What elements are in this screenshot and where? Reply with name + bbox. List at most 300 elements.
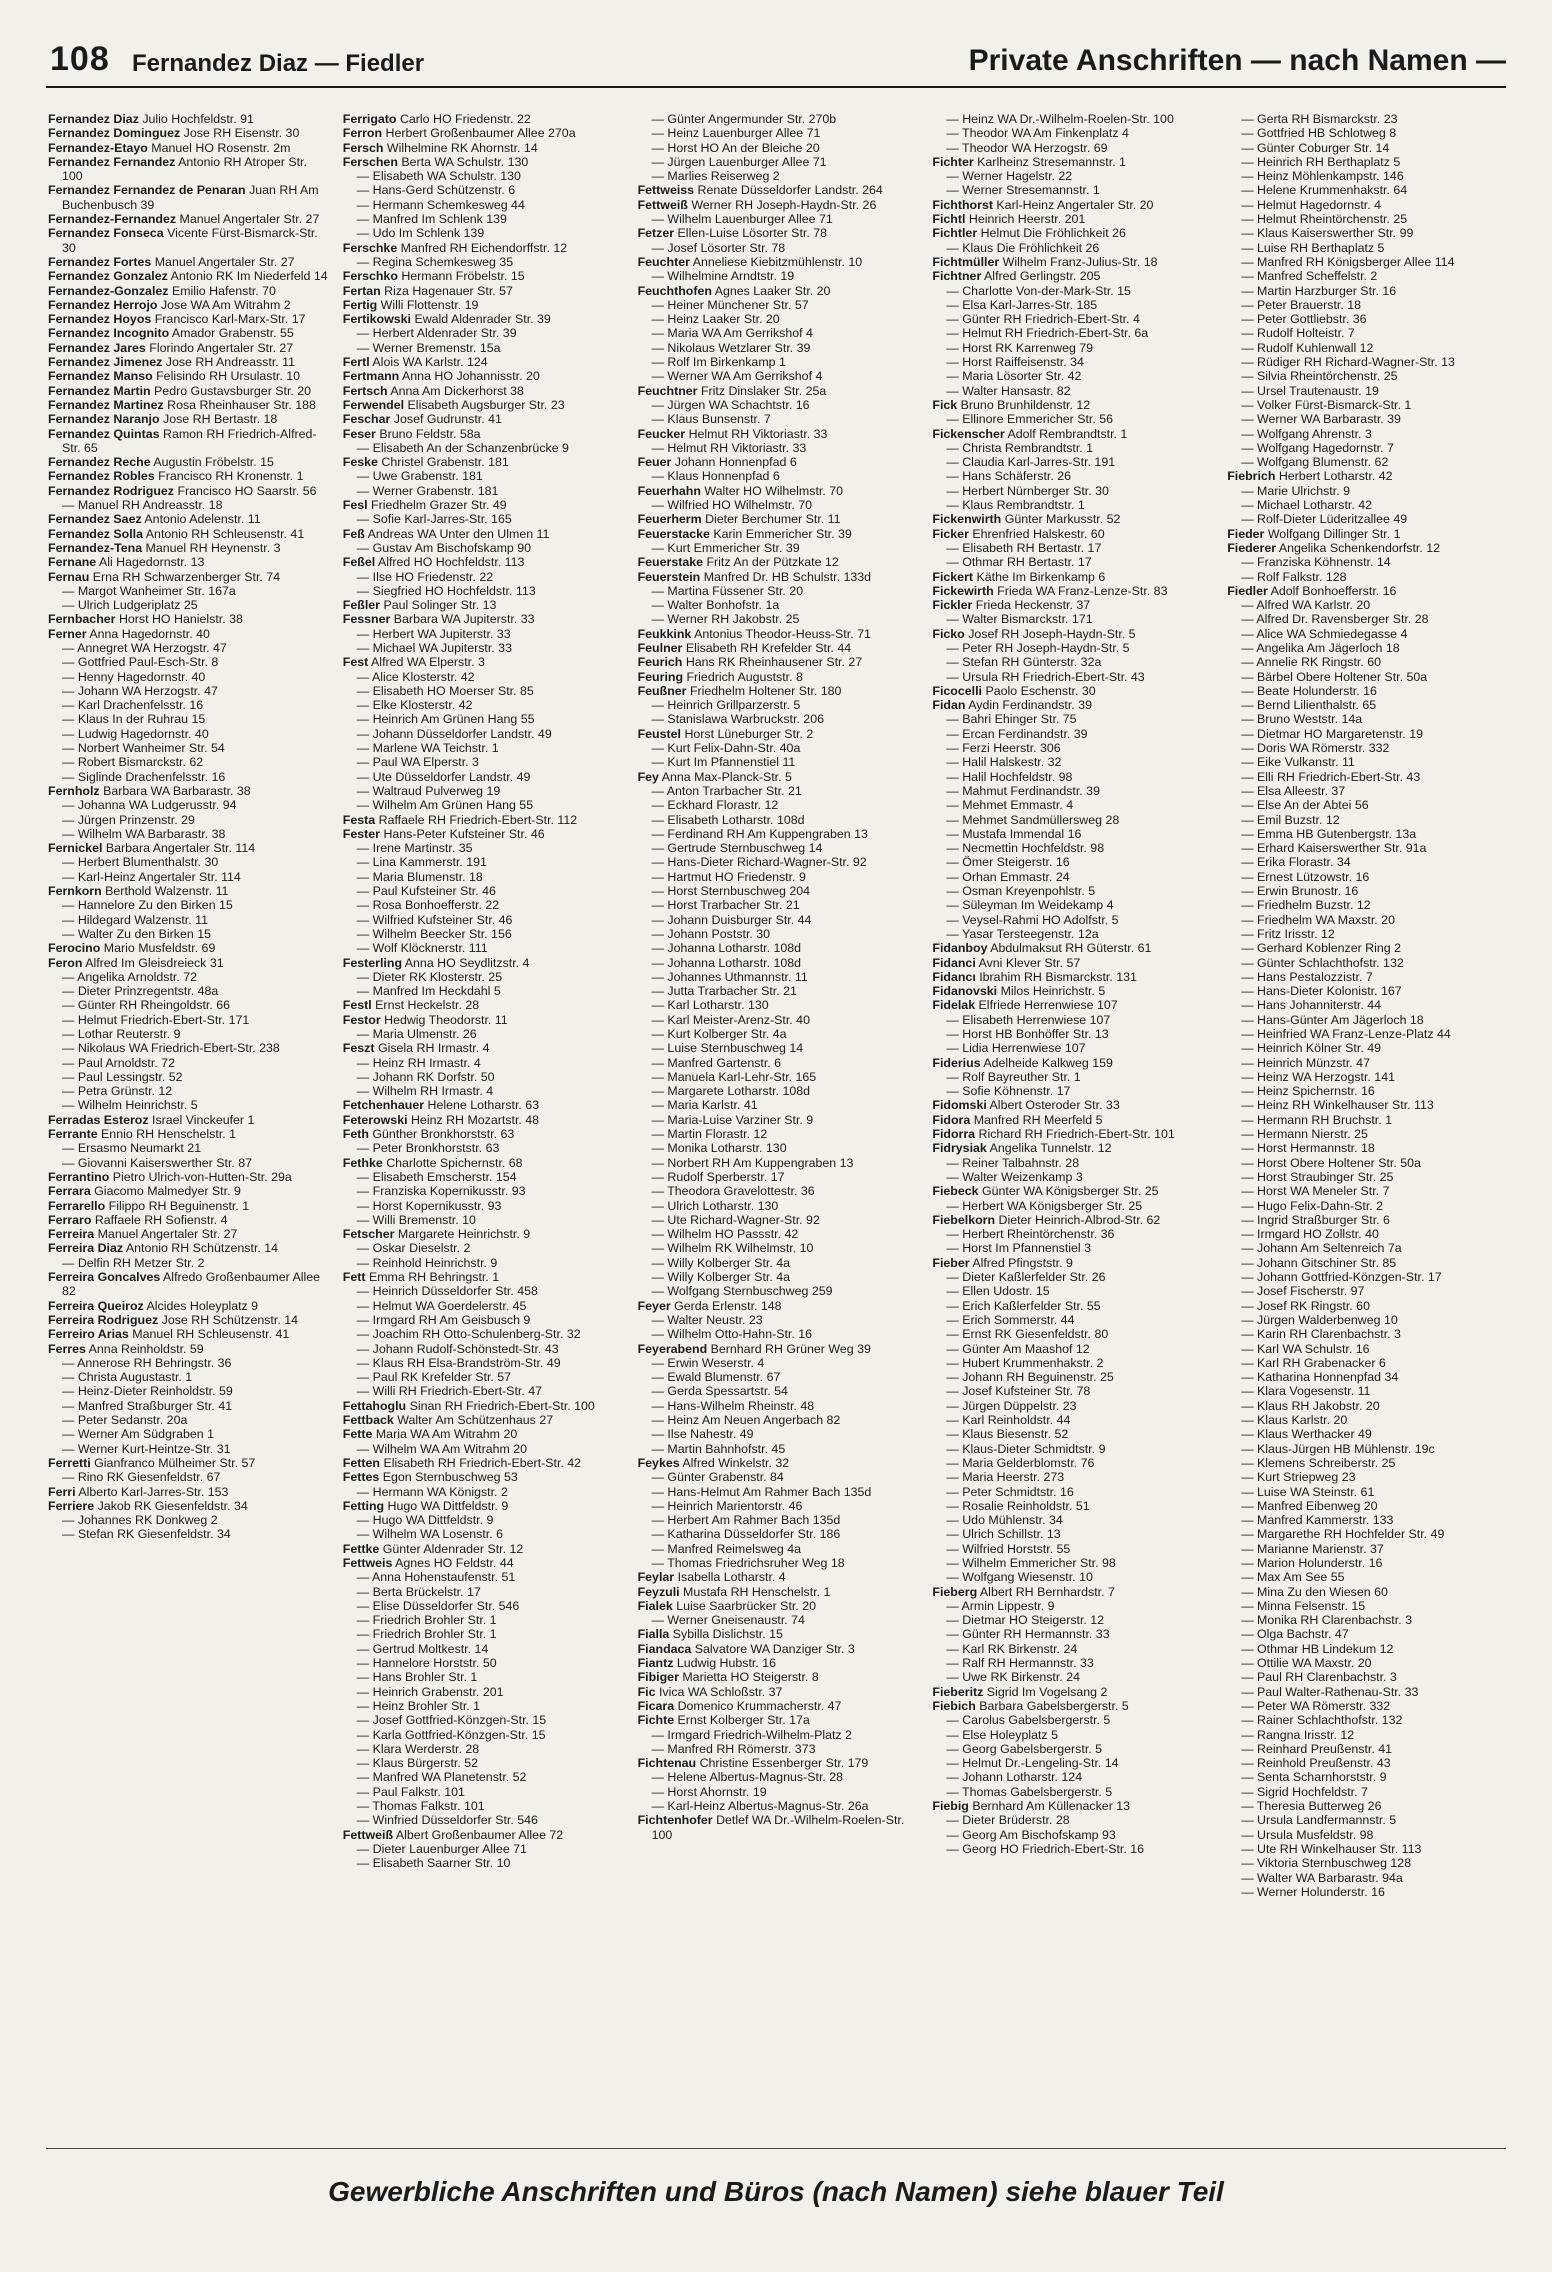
- directory-entry: [343, 398, 624, 412]
- entry-details: — Heinrich Münzstr. 47: [1241, 1055, 1370, 1070]
- directory-entry: [638, 1084, 919, 1098]
- entry-details: — Ute RH Winkelhauser Str. 113: [1241, 1841, 1422, 1856]
- directory-entry: [932, 155, 1213, 169]
- entry-details: Heinrich Heerstr. 201: [968, 212, 1086, 227]
- entry-details: Jose RH Andreasstr. 11: [165, 355, 296, 370]
- directory-entry: [343, 784, 624, 798]
- directory-entry: [638, 169, 919, 183]
- directory-entry: [638, 1284, 919, 1298]
- directory-entry: [1227, 183, 1508, 197]
- directory-entry: [1227, 956, 1508, 970]
- entry-details: — Elli RH Friedrich-Ebert-Str. 43: [1241, 769, 1421, 784]
- entry-surname: Fidan: [932, 698, 966, 713]
- entry-details: Fritz An der Pützkate 12: [706, 555, 839, 570]
- entry-details: — Horst WA Meneler Str. 7: [1241, 1184, 1390, 1199]
- directory-entry: [343, 1799, 624, 1813]
- directory-entry: [932, 469, 1213, 483]
- entry-details: Manfred RH Eichendorffstr. 12: [400, 240, 568, 255]
- entry-surname: Fidomski: [932, 1098, 987, 1113]
- entry-details: Paolo Eschenstr. 30: [985, 683, 1096, 698]
- entry-surname: Feuerstein: [637, 569, 701, 584]
- entry-details: Herbert Großenbaumer Allee 270a: [385, 126, 576, 141]
- entry-surname: Fick: [932, 397, 958, 412]
- directory-entry: [932, 598, 1213, 612]
- entry-details: — Katharina Honnenpfad 34: [1241, 1370, 1399, 1385]
- directory-entry: [1227, 1656, 1508, 1670]
- entry-details: — Joachim RH Otto-Schulenberg-Str. 32: [356, 1327, 581, 1342]
- entry-details: — Horst RK Karrenweg 79: [946, 340, 1094, 355]
- directory-entry: [48, 927, 329, 941]
- directory-entry: [343, 984, 624, 998]
- directory-entry: [1227, 1342, 1508, 1356]
- entry-details: Karl-Heinz Angertaler Str. 20: [996, 197, 1154, 212]
- entry-details: — Charlotte Von-der-Mark-Str. 15: [946, 283, 1131, 298]
- entry-surname: Fiebrich: [1227, 469, 1276, 484]
- directory-entry: [343, 1656, 624, 1670]
- entry-details: Hugo WA Dittfeldstr. 9: [387, 1498, 509, 1513]
- entry-details: Manfred RH Meerfeld 5: [973, 1112, 1103, 1127]
- entry-details: — Rudolf Sperberstr. 17: [651, 1169, 785, 1184]
- directory-column-2: [343, 112, 624, 2172]
- entry-details: Manuel Angertaler Str. 27: [179, 212, 320, 227]
- entry-details: — Carolus Gabelsbergerstr. 5: [946, 1713, 1111, 1728]
- directory-entry: [343, 727, 624, 741]
- entry-details: — Eckhard Florastr. 12: [651, 798, 779, 813]
- entry-details: — Mehmet Emmastr. 4: [946, 798, 1074, 813]
- entry-details: — Sigrid Hochfeldstr. 7: [1241, 1784, 1368, 1799]
- entry-details: — Monika RH Clarenbachstr. 3: [1241, 1613, 1412, 1628]
- entry-surname: Fidelak: [932, 998, 976, 1013]
- directory-entry: [343, 770, 624, 784]
- entry-details: — Maria Blumenstr. 18: [356, 869, 483, 884]
- entry-details: — Wilhelm WA Am Witrahm 20: [356, 1441, 528, 1456]
- directory-entry: [932, 1642, 1213, 1656]
- entry-surname: Ferreiro Arias: [48, 1327, 129, 1342]
- directory-entry: [343, 970, 624, 984]
- entry-details: Wilhelmine RK Ahornstr. 14: [386, 140, 538, 155]
- directory-entry: [1227, 1184, 1508, 1198]
- entry-details: — Marion Holunderstr. 16: [1241, 1555, 1383, 1570]
- entry-surname: Fichte: [637, 1713, 675, 1728]
- entry-surname: Fidanci: [932, 955, 976, 970]
- directory-entry: [932, 1813, 1213, 1827]
- directory-entry: [48, 1427, 329, 1441]
- entry-surname: Fetting: [342, 1498, 385, 1513]
- directory-entry: [932, 784, 1213, 798]
- entry-details: — Sofie Köhnenstr. 17: [946, 1084, 1071, 1099]
- entry-details: Salvatore WA Danziger Str. 3: [694, 1641, 855, 1656]
- entry-details: — Kurt Im Pfannenstiel 11: [651, 755, 796, 770]
- directory-entry: [638, 1756, 919, 1770]
- directory-column-3: [638, 112, 919, 2172]
- directory-entry: [932, 770, 1213, 784]
- entry-details: — Süleyman Im Weidekamp 4: [946, 898, 1114, 913]
- entry-details: — Franziska Köhnenstr. 14: [1241, 555, 1391, 570]
- entry-details: — Theresia Butterweg 26: [1241, 1799, 1382, 1814]
- directory-entry: [638, 1470, 919, 1484]
- directory-entry: [1227, 1856, 1508, 1870]
- entry-details: — Paul Arnoldstr. 72: [62, 1055, 175, 1070]
- entry-details: — Ursula Landfermannstr. 5: [1241, 1813, 1397, 1828]
- entry-details: Augustin Fröbelstr. 15: [153, 455, 274, 470]
- entry-surname: Fetten: [342, 1455, 380, 1470]
- directory-entry: [48, 1327, 329, 1341]
- entry-details: — Hans-Gerd Schützenstr. 6: [356, 183, 516, 198]
- directory-entry: [1227, 284, 1508, 298]
- directory-entry: [343, 1013, 624, 1027]
- entry-details: — Josef RK Ringstr. 60: [1241, 1298, 1370, 1313]
- entry-surname: Feurich: [637, 655, 683, 670]
- entry-surname: Ferreira Diaz: [48, 1241, 124, 1256]
- directory-entry: [638, 855, 919, 869]
- entry-details: — Peter Bronkhorststr. 63: [356, 1141, 500, 1156]
- entry-details: Alcides Holeyplatz 9: [146, 1298, 259, 1313]
- directory-entry: [48, 1456, 329, 1470]
- directory-entry: [932, 1442, 1213, 1456]
- directory-entry: [343, 1127, 624, 1141]
- entry-details: Frieda Heckenstr. 37: [975, 598, 1091, 613]
- directory-entry: [932, 1842, 1213, 1856]
- entry-details: Marietta HO Steigerstr. 8: [682, 1670, 819, 1685]
- entry-details: — Manuela Karl-Lehr-Str. 165: [651, 1069, 817, 1084]
- entry-details: — Friedrich Brohler Str. 1: [356, 1627, 497, 1642]
- directory-entry: [1227, 255, 1508, 269]
- entry-surname: Fiederer: [1227, 540, 1277, 555]
- entry-surname: Fernandez Jares: [48, 340, 146, 355]
- directory-entry: [343, 1828, 624, 1842]
- entry-details: Manfred Dr. HB Schulstr. 133d: [703, 569, 872, 584]
- entry-details: Francisco Karl-Marx-Str. 17: [154, 312, 306, 327]
- entry-details: — Erich Sommerstr. 44: [946, 1312, 1075, 1327]
- entry-surname: Feuchthofen: [637, 283, 712, 298]
- entry-details: Antonio Adelenstr. 11: [144, 512, 261, 527]
- entry-details: Emma RH Behringstr. 1: [368, 1270, 500, 1285]
- entry-details: — Alfred Dr. Ravensberger Str. 28: [1241, 612, 1429, 627]
- entry-details: — Bernd Lilienthalstr. 65: [1241, 698, 1377, 713]
- directory-entry: [932, 1627, 1213, 1641]
- directory-entry: [638, 441, 919, 455]
- directory-entry: [48, 326, 329, 340]
- directory-entry: [343, 312, 624, 326]
- directory-entry: [932, 1070, 1213, 1084]
- entry-surname: Fichter: [932, 154, 974, 169]
- directory-entry: [638, 813, 919, 827]
- entry-surname: Fetscher: [342, 1227, 395, 1242]
- directory-entry: [932, 827, 1213, 841]
- entry-surname: Feustel: [637, 726, 681, 741]
- entry-details: Anna Reinholdstr. 59: [88, 1341, 204, 1356]
- entry-details: — Annelie RK Ringstr. 60: [1241, 655, 1381, 670]
- entry-details: Alfred Im Gleisdreieck 31: [85, 955, 224, 970]
- directory-entry: [932, 1670, 1213, 1684]
- directory-entry: [48, 913, 329, 927]
- entry-details: Julio Hochfeldstr. 91: [142, 112, 254, 126]
- directory-entry: [48, 884, 329, 898]
- directory-entry: [48, 455, 329, 469]
- directory-entry: [1227, 1056, 1508, 1070]
- entry-details: — Hans-Dieter Richard-Wagner-Str. 92: [651, 855, 867, 870]
- entry-details: — Bärbel Obere Holtener Str. 50a: [1241, 669, 1428, 684]
- entry-details: — Herbert Am Rahmer Bach 135d: [651, 1513, 841, 1528]
- entry-details: Ibrahim RH Bismarckstr. 131: [979, 969, 1137, 984]
- entry-details: — Paul RH Clarenbachstr. 3: [1241, 1670, 1397, 1685]
- entry-details: — Herbert Rheintörchenstr. 36: [946, 1227, 1115, 1242]
- directory-column-1: [48, 112, 329, 2172]
- directory-entry: [638, 1527, 919, 1541]
- entry-details: — Günter Coburger Str. 14: [1241, 140, 1390, 155]
- entry-details: — Rosalie Reinholdstr. 51: [946, 1498, 1090, 1513]
- entry-details: — Ersasmo Neumarkt 21: [62, 1141, 202, 1156]
- entry-details: — Beate Holunderstr. 16: [1241, 683, 1377, 698]
- entry-details: Israel Vinckeufer 1: [152, 1112, 255, 1127]
- entry-surname: Ferner: [48, 626, 87, 641]
- entry-details: — Christa Augustastr. 1: [62, 1370, 193, 1385]
- entry-details: — Wilhelm Lauenburger Allee 71: [651, 212, 833, 227]
- entry-surname: Festerling: [342, 955, 403, 970]
- entry-details: Antonio RH Atroper Str. 100: [62, 154, 307, 184]
- entry-details: — Gustav Am Bischofskamp 90: [356, 540, 532, 555]
- directory-entry: [48, 1356, 329, 1370]
- directory-entry: [48, 512, 329, 526]
- entry-details: — Willi RH Friedrich-Ebert-Str. 47: [356, 1384, 542, 1399]
- directory-entry: [932, 1284, 1213, 1298]
- entry-details: — Günter RH Friedrich-Ebert-Str. 4: [946, 312, 1140, 327]
- entry-surname: Fernandez Quintas: [48, 426, 160, 441]
- page-name-range: Fernandez Diaz — Fiedler: [132, 50, 425, 77]
- entry-details: — Halil Hochfeldstr. 98: [946, 769, 1073, 784]
- directory-entry: [48, 784, 329, 798]
- entry-details: — Wilhelm HO Passstr. 42: [651, 1227, 799, 1242]
- entry-details: — Olga Bachstr. 47: [1241, 1627, 1349, 1642]
- entry-details: — Paul Kufsteiner Str. 46: [356, 884, 496, 899]
- entry-details: — Marie Ulrichstr. 9: [1241, 483, 1350, 498]
- entry-surname: Festa: [342, 812, 376, 827]
- entry-details: — Necmettin Hochfeldstr. 98: [946, 841, 1105, 856]
- entry-details: Avni Klever Str. 57: [978, 955, 1081, 970]
- directory-entry: [1227, 1442, 1508, 1456]
- directory-entry: [638, 312, 919, 326]
- directory-entry: [932, 455, 1213, 469]
- entry-details: — Manfred Reimelsweg 4a: [651, 1541, 802, 1556]
- entry-details: — Peter Brauerstr. 18: [1241, 297, 1362, 312]
- directory-entry: [48, 1170, 329, 1184]
- entry-surname: Feukkink: [637, 626, 692, 641]
- entry-surname: Fernholz: [48, 783, 100, 798]
- directory-entry: [1227, 1070, 1508, 1084]
- entry-details: — Dieter Brüderstr. 28: [946, 1813, 1070, 1828]
- entry-details: Bernhard Am Küllenacker 13: [972, 1799, 1131, 1814]
- directory-entry: [932, 612, 1213, 626]
- directory-entry: [638, 1170, 919, 1184]
- entry-details: — Elisabeth Herrenwiese 107: [946, 1012, 1111, 1027]
- entry-details: Luise Saarbrücker Str. 20: [676, 1598, 816, 1613]
- directory-entry: [932, 798, 1213, 812]
- entry-details: — Regina Schemkesweg 35: [356, 254, 514, 269]
- entry-details: — Robert Bismarckstr. 62: [62, 755, 204, 770]
- entry-surname: Fickert: [932, 569, 974, 584]
- entry-details: Felisindo RH Ursulastr. 10: [156, 369, 301, 384]
- directory-entry: [1227, 641, 1508, 655]
- directory-entry: [932, 584, 1213, 598]
- entry-details: — Wilfried Kufsteiner Str. 46: [356, 912, 513, 927]
- directory-entry: [1227, 1141, 1508, 1155]
- entry-details: Elisabeth Augsburger Str. 23: [407, 397, 565, 412]
- entry-details: — Rino RK Giesenfeldstr. 67: [62, 1470, 221, 1485]
- entry-details: — Werner Grabenstr. 181: [356, 483, 499, 498]
- entry-surname: Fersch: [342, 140, 384, 155]
- directory-entry: [1227, 784, 1508, 798]
- directory-entry: [1227, 112, 1508, 126]
- entry-details: — Werner Am Südgraben 1: [62, 1427, 214, 1442]
- directory-entry: [638, 1728, 919, 1742]
- directory-entry: [48, 827, 329, 841]
- entry-details: Sybilla Dislichstr. 15: [672, 1627, 783, 1642]
- directory-entry: [343, 226, 624, 240]
- entry-details: — Helmut Friedrich-Ebert-Str. 171: [62, 1012, 250, 1027]
- entry-details: Josef Gudrunstr. 41: [393, 412, 502, 427]
- directory-entry: [932, 627, 1213, 641]
- entry-details: — Maria Lösorter Str. 42: [946, 369, 1082, 384]
- entry-details: — Annerose RH Behringstr. 36: [62, 1355, 232, 1370]
- entry-details: Anna Max-Planck-Str. 5: [661, 769, 792, 784]
- directory-entry: [48, 555, 329, 569]
- directory-entry: [638, 1070, 919, 1084]
- directory-entry: [48, 341, 329, 355]
- entry-details: — Peter Gottliebstr. 36: [1241, 312, 1367, 327]
- entry-surname: Fey: [637, 769, 659, 784]
- directory-entry: [1227, 941, 1508, 955]
- entry-details: — Nikolaus WA Friedrich-Ebert-Str. 238: [62, 1041, 280, 1056]
- entry-details: — Peter RH Joseph-Haydn-Str. 5: [946, 640, 1130, 655]
- directory-entry: [638, 555, 919, 569]
- directory-entry: [48, 870, 329, 884]
- directory-entry: [932, 970, 1213, 984]
- entry-surname: Feßler: [342, 598, 380, 613]
- directory-entry: [932, 341, 1213, 355]
- entry-surname: Fertig: [342, 297, 378, 312]
- directory-entry: [1227, 398, 1508, 412]
- directory-entry: [932, 655, 1213, 669]
- entry-details: — Manfred Gartenstr. 6: [651, 1055, 782, 1070]
- entry-details: Wolfgang Dillinger Str. 1: [1267, 526, 1401, 541]
- directory-entry: [638, 870, 919, 884]
- entry-details: — Stefan RK Giesenfeldstr. 34: [62, 1527, 231, 1542]
- entry-details: — Georg HO Friedrich-Ebert-Str. 16: [946, 1841, 1145, 1856]
- entry-details: — Josef Fischerstr. 97: [1241, 1284, 1365, 1299]
- directory-entry: [932, 1556, 1213, 1570]
- directory-entry: [343, 827, 624, 841]
- entry-details: — Maria Gelderblomstr. 76: [946, 1455, 1095, 1470]
- entry-details: Antonius Theodor-Heuss-Str. 71: [694, 626, 871, 641]
- entry-details: — Reinhold Heinrichstr. 9: [356, 1255, 498, 1270]
- entry-details: — Mehmet Sandmüllersweg 28: [946, 812, 1120, 827]
- entry-details: — Horst Ahornstr. 19: [651, 1784, 767, 1799]
- entry-details: — Elsa Karl-Jarres-Str. 185: [946, 297, 1098, 312]
- directory-entry: [638, 369, 919, 383]
- directory-entry: [1227, 484, 1508, 498]
- directory-entry: [932, 226, 1213, 240]
- directory-entry: [343, 884, 624, 898]
- entry-surname: Fic: [637, 1684, 656, 1699]
- entry-details: — Heinfried WA Franz-Lenze-Platz 44: [1241, 1027, 1451, 1041]
- entry-details: — Helmut RH Viktoriastr. 33: [651, 440, 807, 455]
- entry-surname: Ferreira Queiroz: [48, 1298, 144, 1313]
- entry-details: — Ernst RK Giesenfeldstr. 80: [946, 1327, 1109, 1342]
- directory-entry: [48, 755, 329, 769]
- directory-entry: [343, 1699, 624, 1713]
- entry-details: Bruno Brunhildenstr. 12: [960, 397, 1091, 412]
- directory-entry: [48, 427, 329, 456]
- directory-entry: [343, 1313, 624, 1327]
- directory-entry: [638, 183, 919, 197]
- entry-details: Milos Heinrichstr. 5: [1000, 984, 1106, 999]
- directory-entry: [48, 598, 329, 612]
- entry-details: — Katharina Düsseldorfer Str. 186: [651, 1527, 841, 1542]
- page-header: [46, 34, 1506, 84]
- directory-entry: [343, 813, 624, 827]
- directory-entry: [1227, 1456, 1508, 1470]
- directory-entry: [932, 1770, 1213, 1784]
- directory-entry: [48, 298, 329, 312]
- directory-entry: [1227, 1084, 1508, 1098]
- entry-details: — Heinz Möhlenkampstr. 146: [1241, 169, 1404, 184]
- directory-entry: [48, 498, 329, 512]
- entry-details: — Martina Füssener Str. 20: [651, 583, 804, 598]
- directory-entry: [1227, 984, 1508, 998]
- directory-entry: [638, 1384, 919, 1398]
- entry-surname: Feß: [342, 526, 365, 541]
- entry-surname: Fichthorst: [932, 197, 993, 212]
- entry-details: — Else An der Abtei 56: [1241, 798, 1369, 813]
- entry-details: — Gerta RH Bismarckstr. 23: [1241, 112, 1398, 126]
- entry-details: — Günter Grabenstr. 84: [651, 1470, 784, 1485]
- entry-details: Käthe Im Birkenkamp 6: [976, 569, 1106, 584]
- directory-entry: [932, 326, 1213, 340]
- directory-entry: [638, 598, 919, 612]
- entry-details: — Helmut Hagedornstr. 4: [1241, 197, 1381, 212]
- entry-details: — Johann Duisburger Str. 44: [651, 912, 812, 927]
- directory-entry: [343, 1070, 624, 1084]
- directory-entry: [48, 126, 329, 140]
- entry-surname: Ferrarello: [48, 1198, 106, 1213]
- directory-entry: [932, 1299, 1213, 1313]
- entry-surname: Fernandez-Etayo: [48, 140, 148, 155]
- directory-entry: [1227, 1127, 1508, 1141]
- directory-entry: [343, 1542, 624, 1556]
- directory-entry: [48, 369, 329, 383]
- directory-entry: [343, 1470, 624, 1484]
- entry-details: Walter Am Schützenhaus 27: [397, 1413, 554, 1428]
- directory-entry: [638, 1642, 919, 1656]
- entry-details: — Rolf-Dieter Lüderitzallee 49: [1241, 512, 1408, 527]
- directory-entry: [343, 241, 624, 255]
- directory-entry: [343, 913, 624, 927]
- directory-entry: [638, 1813, 919, 1842]
- directory-entry: [48, 655, 329, 669]
- directory-entry: [1227, 1585, 1508, 1599]
- directory-entry: [638, 655, 919, 669]
- entry-surname: Fiebelkorn: [932, 1212, 996, 1227]
- entry-details: — Wilhelm RH Irmastr. 4: [356, 1084, 494, 1099]
- entry-surname: Ferreira Goncalves: [48, 1270, 161, 1285]
- directory-entry: [932, 212, 1213, 226]
- entry-surname: Fickewirth: [932, 583, 994, 598]
- entry-details: — Lina Kammerstr. 191: [356, 855, 487, 870]
- entry-details: — Heiner Münchener Str. 57: [651, 297, 809, 312]
- entry-details: Barbara Gabelsbergerstr. 5: [979, 1698, 1129, 1713]
- directory-entry: [1227, 541, 1508, 555]
- directory-entry: [638, 1127, 919, 1141]
